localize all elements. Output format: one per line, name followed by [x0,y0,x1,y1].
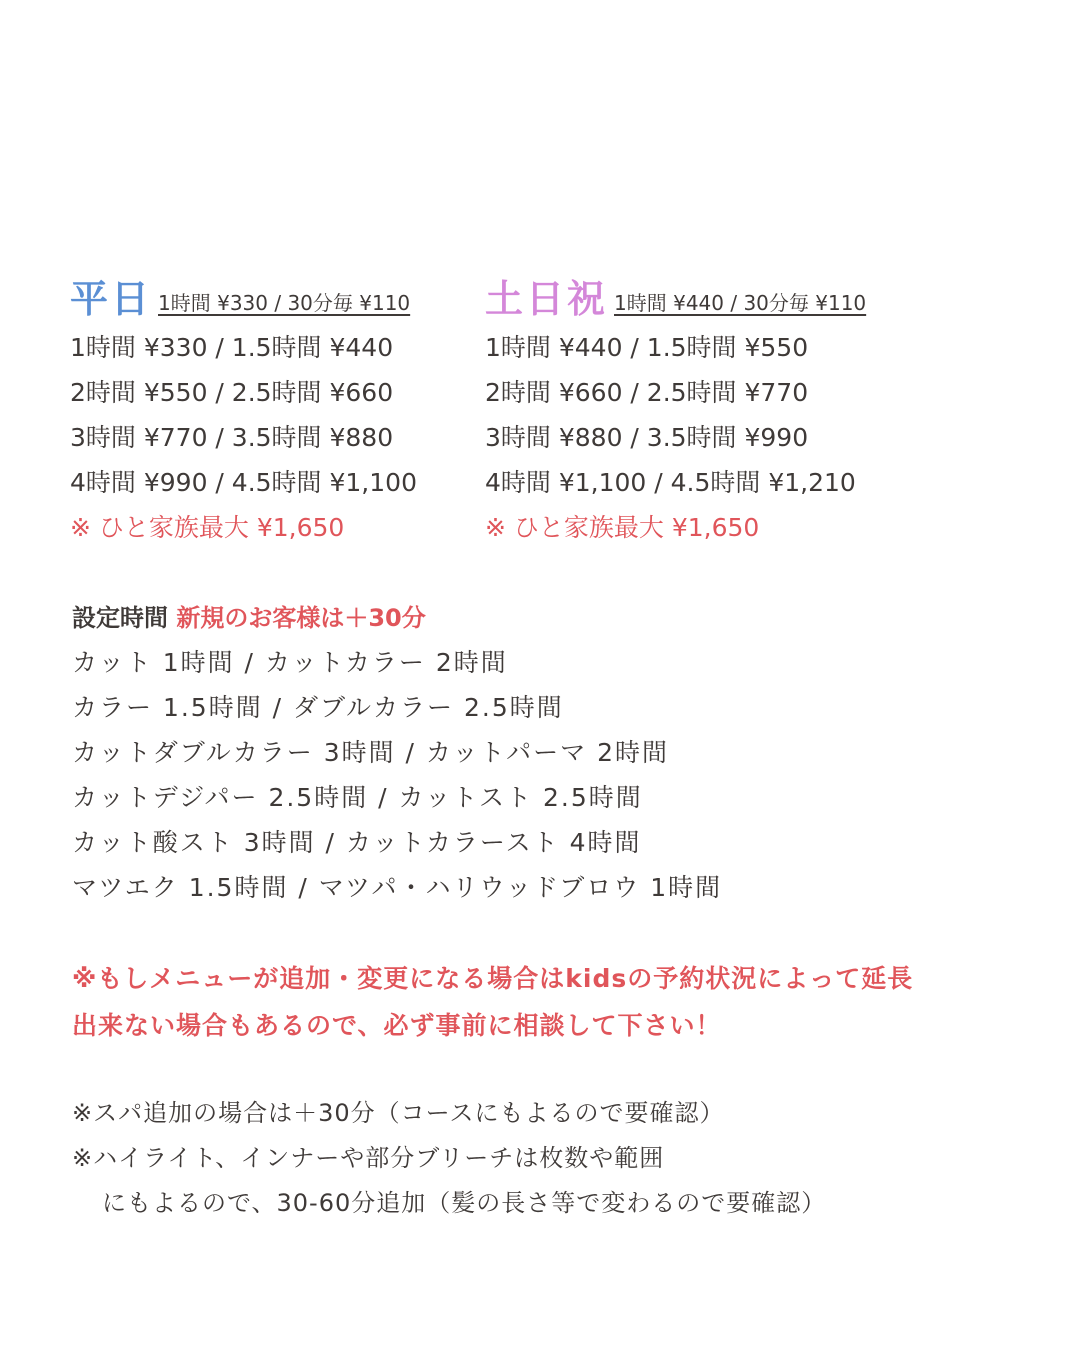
weekday-price-line: 2時間 ¥550 / 2.5時間 ¥660 [70,378,394,407]
holiday-price-column [485,268,866,550]
menu-time-line: カットデジパー 2.5時間 / カットスト 2.5時間 [72,783,643,812]
new-customer-note: 新規のお客様は＋30分 [176,604,426,632]
holiday-price-line: 3時間 ¥880 / 3.5時間 ¥990 [485,423,809,452]
holiday-price-line: 1時間 ¥440 / 1.5時間 ¥550 [485,333,809,362]
highlight-note-continued: にもよるので、30-60分追加（髪の長さ等で変わるので要確認） [102,1189,827,1217]
weekday-family-max-note: ※ ひと家族最大 ¥1,650 [70,513,345,542]
weekday-price-list [70,325,417,550]
warning-line: 出来ない場合もあるので、必ず事前に相談して下さい！ [72,1011,722,1040]
warning-notice [72,955,913,1049]
weekday-header [70,268,417,320]
menu-time-line: カット酸スト 3時間 / カットカラースト 4時間 [72,828,642,857]
setting-time-section [72,596,722,910]
setting-time-label: 設定時間 [72,604,168,632]
weekday-title: 平日 [70,277,153,321]
spa-note: ※スパ追加の場合は＋30分（コースにもよるので要確認） [72,1099,725,1127]
holiday-subtitle: 1時間 ¥440 / 30分毎 ¥110 [614,291,867,315]
holiday-family-max-note: ※ ひと家族最大 ¥1,650 [485,513,760,542]
holiday-header [485,268,866,320]
weekday-subtitle: 1時間 ¥330 / 30分毎 ¥110 [158,291,411,315]
menu-time-line: カット 1時間 / カットカラー 2時間 [72,648,508,677]
additional-notes [72,1091,826,1226]
highlight-note: ※ハイライト、インナーや部分ブリーチは枚数や範囲 [72,1144,665,1172]
weekday-price-line: 3時間 ¥770 / 3.5時間 ¥880 [70,423,394,452]
warning-line: ※もしメニューが追加・変更になる場合はkidsの予約状況によって延長 [72,964,914,993]
holiday-price-list [485,325,866,550]
holiday-price-line: 2時間 ¥660 / 2.5時間 ¥770 [485,378,809,407]
menu-time-line: マツエク 1.5時間 / マツパ・ハリウッドブロウ 1時間 [72,873,723,902]
setting-time-heading [72,596,722,640]
weekday-price-line: 1時間 ¥330 / 1.5時間 ¥440 [70,333,394,362]
holiday-title: 土日祝 [485,277,609,321]
holiday-price-line: 4時間 ¥1,100 / 4.5時間 ¥1,210 [485,468,856,497]
menu-time-line: カラー 1.5時間 / ダブルカラー 2.5時間 [72,693,564,722]
menu-time-line: カットダブルカラー 3時間 / カットパーマ 2時間 [72,738,670,767]
weekday-price-line: 4時間 ¥990 / 4.5時間 ¥1,100 [70,468,417,497]
weekday-price-column [70,268,417,550]
